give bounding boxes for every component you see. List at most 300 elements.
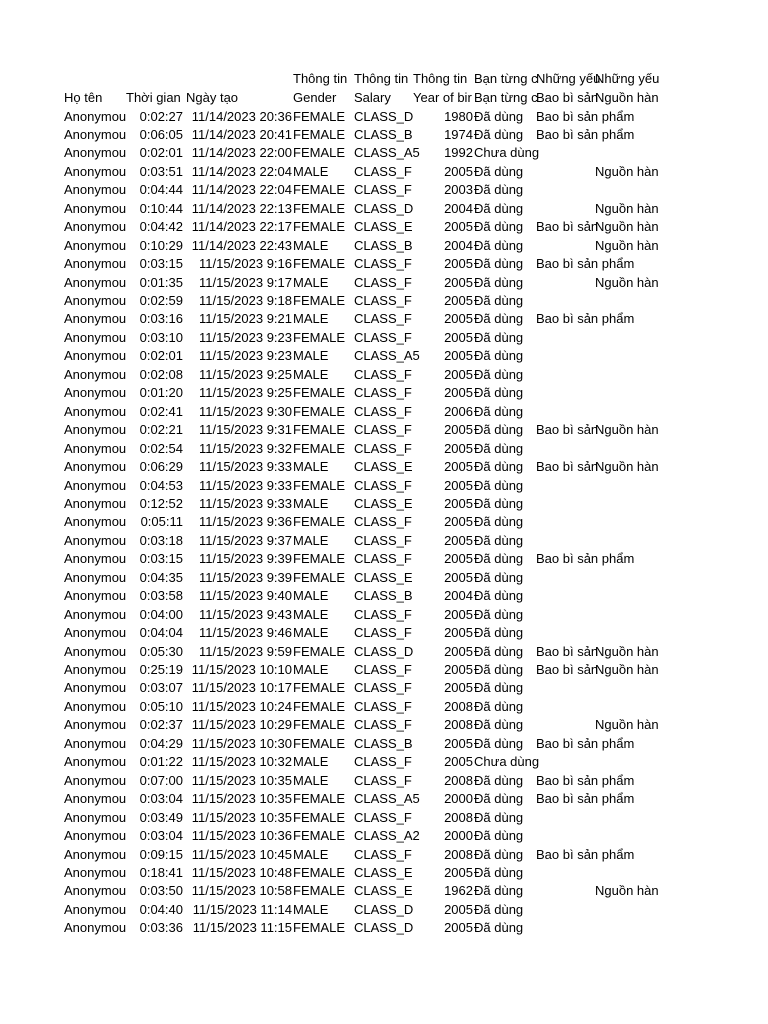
- cell-ngay-tao[interactable]: 11/15/2023 9:33: [198, 495, 292, 511]
- cell-thoi-gian[interactable]: 0:02:08: [139, 366, 183, 382]
- cell-year-of-birth[interactable]: 2005: [444, 514, 473, 530]
- cell-nguon-hang[interactable]: [595, 403, 657, 422]
- cell-nguon-hang[interactable]: Nguồn hàn: [595, 200, 659, 216]
- cell-salary[interactable]: CLASS_D: [354, 920, 414, 936]
- cell-nguon-hang[interactable]: Nguồn hàn: [595, 274, 659, 290]
- cell-ho-ten[interactable]: Anonymou: [64, 126, 127, 142]
- cell-year-of-birth[interactable]: 2005: [444, 219, 473, 235]
- cell-bao-bi[interactable]: Bao bì sản phẩm: [536, 256, 635, 272]
- cell-nguon-hang[interactable]: [595, 679, 657, 698]
- cell-ban-tung[interactable]: Đã dùng: [474, 459, 524, 475]
- cell-year-of-birth[interactable]: 2005: [444, 569, 473, 585]
- cell-thoi-gian[interactable]: 0:02:01: [139, 348, 183, 364]
- cell-ho-ten[interactable]: Anonymou: [64, 532, 127, 548]
- cell-bao-bi[interactable]: [536, 919, 595, 938]
- cell-thoi-gian[interactable]: 0:03:58: [139, 588, 183, 604]
- cell-ho-ten[interactable]: Anonymou: [64, 385, 127, 401]
- cell-thoi-gian[interactable]: 0:03:07: [139, 680, 183, 696]
- cell-nguon-hang[interactable]: Nguồn hàn: [595, 459, 659, 475]
- cell-ngay-tao[interactable]: 11/15/2023 10:58: [191, 883, 292, 899]
- cell-year-of-birth[interactable]: 2008: [444, 809, 473, 825]
- cell-year-of-birth[interactable]: 2005: [444, 735, 473, 751]
- cell-salary[interactable]: CLASS_B: [354, 588, 413, 604]
- cell-ho-ten[interactable]: Anonymou: [64, 163, 127, 179]
- cell-salary[interactable]: CLASS_A5: [354, 348, 420, 364]
- cell-ban-tung[interactable]: Đã dùng: [474, 163, 524, 179]
- cell-bao-bi[interactable]: Bao bì sản: [536, 459, 599, 475]
- header-top-cell[interactable]: [64, 70, 126, 89]
- cell-gender[interactable]: FEMALE: [293, 735, 346, 751]
- cell-bao-bi[interactable]: [536, 292, 595, 311]
- cell-gender[interactable]: FEMALE: [293, 108, 346, 124]
- cell-year-of-birth[interactable]: 2004: [444, 588, 473, 604]
- header-cell-thoi-gian[interactable]: Thời gian: [126, 90, 181, 105]
- cell-ban-tung[interactable]: Đã dùng: [474, 588, 524, 604]
- cell-thoi-gian[interactable]: 0:03:50: [139, 883, 183, 899]
- cell-thoi-gian[interactable]: 0:03:10: [139, 329, 183, 345]
- header-cell-nguon-hang[interactable]: Nguồn hàn: [595, 90, 659, 105]
- cell-salary[interactable]: CLASS_F: [354, 717, 412, 733]
- cell-nguon-hang[interactable]: [595, 550, 657, 569]
- cell-year-of-birth[interactable]: 2000: [444, 791, 473, 807]
- cell-gender[interactable]: FEMALE: [293, 569, 346, 585]
- cell-salary[interactable]: CLASS_D: [354, 108, 414, 124]
- cell-thoi-gian[interactable]: 0:03:51: [139, 163, 183, 179]
- cell-ban-tung[interactable]: Đã dùng: [474, 643, 524, 659]
- cell-ngay-tao[interactable]: 11/15/2023 10:17: [191, 680, 292, 696]
- cell-nguon-hang[interactable]: Nguồn hàn: [595, 163, 659, 179]
- cell-ban-tung[interactable]: Đã dùng: [474, 274, 524, 290]
- cell-salary[interactable]: CLASS_F: [354, 514, 412, 530]
- cell-thoi-gian[interactable]: 0:02:37: [139, 717, 183, 733]
- cell-year-of-birth[interactable]: 2005: [444, 256, 473, 272]
- cell-ngay-tao[interactable]: 11/15/2023 9:40: [198, 588, 292, 604]
- cell-ban-tung[interactable]: Đã dùng: [474, 717, 524, 733]
- cell-ngay-tao[interactable]: 11/15/2023 10:24: [191, 698, 292, 714]
- cell-ho-ten[interactable]: Anonymou: [64, 200, 127, 216]
- cell-bao-bi[interactable]: [536, 347, 595, 366]
- cell-ngay-tao[interactable]: 11/15/2023 9:59: [198, 643, 292, 659]
- cell-gender[interactable]: FEMALE: [293, 477, 346, 493]
- cell-ho-ten[interactable]: Anonymou: [64, 828, 127, 844]
- cell-ngay-tao[interactable]: 11/14/2023 22:13: [191, 200, 292, 216]
- cell-thoi-gian[interactable]: 0:04:42: [139, 219, 183, 235]
- cell-ho-ten[interactable]: Anonymou: [64, 754, 127, 770]
- cell-salary[interactable]: CLASS_E: [354, 495, 413, 511]
- cell-ho-ten[interactable]: Anonymou: [64, 108, 127, 124]
- cell-gender[interactable]: FEMALE: [293, 864, 346, 880]
- cell-ngay-tao[interactable]: 11/15/2023 9:46: [198, 625, 292, 641]
- cell-ban-tung[interactable]: Đã dùng: [474, 698, 524, 714]
- cell-gender[interactable]: FEMALE: [293, 385, 346, 401]
- cell-year-of-birth[interactable]: 2005: [444, 606, 473, 622]
- cell-gender[interactable]: FEMALE: [293, 182, 346, 198]
- header-cell-ho-ten[interactable]: Họ tên: [64, 90, 103, 105]
- cell-nguon-hang[interactable]: [595, 809, 657, 828]
- cell-thoi-gian[interactable]: 0:04:00: [139, 606, 183, 622]
- cell-gender[interactable]: MALE: [293, 754, 329, 770]
- cell-ngay-tao[interactable]: 11/15/2023 9:32: [198, 440, 292, 456]
- cell-ngay-tao[interactable]: 11/15/2023 9:17: [198, 274, 292, 290]
- cell-ngay-tao[interactable]: 11/14/2023 20:36: [191, 108, 292, 124]
- cell-salary[interactable]: CLASS_F: [354, 680, 412, 696]
- cell-ngay-tao[interactable]: 11/15/2023 10:36: [191, 828, 292, 844]
- cell-ngay-tao[interactable]: 11/15/2023 11:15: [192, 920, 292, 936]
- cell-year-of-birth[interactable]: 2005: [444, 163, 473, 179]
- cell-bao-bi[interactable]: Bao bì sản phẩm: [536, 126, 635, 142]
- cell-bao-bi[interactable]: [536, 882, 595, 901]
- cell-bao-bi[interactable]: Bao bì sản: [536, 219, 599, 235]
- cell-salary[interactable]: CLASS_E: [354, 219, 413, 235]
- cell-thoi-gian[interactable]: 0:06:29: [139, 459, 183, 475]
- header-top-cell[interactable]: Bạn từng c: [474, 71, 538, 86]
- cell-salary[interactable]: CLASS_F: [354, 403, 412, 419]
- cell-gender[interactable]: FEMALE: [293, 145, 346, 161]
- cell-nguon-hang[interactable]: [595, 698, 657, 717]
- cell-gender[interactable]: MALE: [293, 274, 329, 290]
- cell-gender[interactable]: FEMALE: [293, 126, 346, 142]
- cell-ban-tung[interactable]: Đã dùng: [474, 828, 524, 844]
- cell-ngay-tao[interactable]: 11/15/2023 9:31: [198, 422, 292, 438]
- cell-year-of-birth[interactable]: 2005: [444, 643, 473, 659]
- cell-salary[interactable]: CLASS_A5: [354, 145, 420, 161]
- cell-bao-bi[interactable]: Bao bì sản phẩm: [536, 735, 635, 751]
- cell-nguon-hang[interactable]: [595, 181, 657, 200]
- cell-nguon-hang[interactable]: Nguồn hàn: [595, 422, 659, 438]
- cell-nguon-hang[interactable]: Nguồn hàn: [595, 237, 659, 253]
- cell-salary[interactable]: CLASS_F: [354, 551, 412, 567]
- cell-bao-bi[interactable]: Bao bì sản: [536, 643, 599, 659]
- cell-ngay-tao[interactable]: 11/15/2023 10:35: [191, 809, 292, 825]
- cell-gender[interactable]: FEMALE: [293, 514, 346, 530]
- cell-ngay-tao[interactable]: 11/14/2023 22:43: [191, 237, 292, 253]
- cell-salary[interactable]: CLASS_A5: [354, 791, 420, 807]
- cell-thoi-gian[interactable]: 0:05:30: [139, 643, 183, 659]
- cell-year-of-birth[interactable]: 2008: [444, 717, 473, 733]
- cell-ngay-tao[interactable]: 11/14/2023 22:00: [191, 145, 292, 161]
- cell-ngay-tao[interactable]: 11/15/2023 10:32: [191, 754, 292, 770]
- cell-gender[interactable]: FEMALE: [293, 791, 346, 807]
- cell-ho-ten[interactable]: Anonymou: [64, 348, 127, 364]
- cell-bao-bi[interactable]: [536, 144, 595, 163]
- cell-gender[interactable]: MALE: [293, 311, 329, 327]
- cell-thoi-gian[interactable]: 0:07:00: [139, 772, 183, 788]
- cell-ho-ten[interactable]: Anonymou: [64, 274, 127, 290]
- cell-nguon-hang[interactable]: [595, 440, 657, 459]
- cell-salary[interactable]: CLASS_F: [354, 329, 412, 345]
- cell-ho-ten[interactable]: Anonymou: [64, 256, 127, 272]
- cell-nguon-hang[interactable]: [595, 255, 657, 274]
- cell-ban-tung[interactable]: Đã dùng: [474, 293, 524, 308]
- cell-nguon-hang[interactable]: [595, 827, 657, 846]
- cell-ban-tung[interactable]: Đã dùng: [474, 846, 524, 862]
- cell-nguon-hang[interactable]: [595, 569, 657, 588]
- header-top-cell[interactable]: Thông tin: [413, 71, 468, 86]
- cell-year-of-birth[interactable]: 2006: [444, 403, 473, 419]
- cell-ngay-tao[interactable]: 11/15/2023 9:30: [198, 403, 292, 419]
- cell-ngay-tao[interactable]: 11/15/2023 9:43: [198, 606, 292, 622]
- cell-ho-ten[interactable]: Anonymou: [64, 237, 127, 253]
- cell-year-of-birth[interactable]: 2004: [444, 200, 473, 216]
- cell-thoi-gian[interactable]: 0:06:05: [139, 126, 183, 142]
- header-top-cell[interactable]: [126, 70, 183, 89]
- cell-ban-tung[interactable]: Đã dùng: [474, 422, 524, 438]
- header-cell-year-of-birth[interactable]: Year of bir: [413, 90, 472, 105]
- cell-year-of-birth[interactable]: 2008: [444, 698, 473, 714]
- cell-bao-bi[interactable]: [536, 384, 595, 403]
- cell-bao-bi[interactable]: [536, 864, 595, 883]
- cell-bao-bi[interactable]: [536, 477, 595, 496]
- cell-ngay-tao[interactable]: 11/15/2023 10:29: [191, 717, 292, 733]
- cell-salary[interactable]: CLASS_F: [354, 440, 412, 456]
- cell-thoi-gian[interactable]: 0:03:16: [139, 311, 183, 327]
- cell-ho-ten[interactable]: Anonymou: [64, 606, 127, 622]
- cell-salary[interactable]: CLASS_F: [354, 625, 412, 641]
- header-top-cell[interactable]: Những yếu: [595, 71, 660, 86]
- cell-salary[interactable]: CLASS_F: [354, 182, 412, 198]
- cell-bao-bi[interactable]: [536, 679, 595, 698]
- cell-ban-tung[interactable]: Đã dùng: [474, 182, 524, 198]
- cell-nguon-hang[interactable]: [595, 310, 657, 329]
- cell-ban-tung[interactable]: Đã dùng: [474, 385, 524, 401]
- cell-ban-tung[interactable]: Đã dùng: [474, 311, 524, 327]
- cell-ngay-tao[interactable]: 11/14/2023 22:04: [191, 163, 292, 179]
- cell-bao-bi[interactable]: [536, 403, 595, 422]
- header-top-cell[interactable]: [186, 70, 292, 89]
- cell-salary[interactable]: CLASS_F: [354, 772, 412, 788]
- cell-salary[interactable]: CLASS_D: [354, 200, 414, 216]
- cell-thoi-gian[interactable]: 0:03:36: [139, 920, 183, 936]
- cell-ho-ten[interactable]: Anonymou: [64, 809, 127, 825]
- cell-ban-tung[interactable]: Đã dùng: [474, 901, 524, 917]
- cell-year-of-birth[interactable]: 2005: [444, 551, 473, 567]
- cell-thoi-gian[interactable]: 0:04:04: [139, 625, 183, 641]
- cell-bao-bi[interactable]: [536, 440, 595, 459]
- cell-bao-bi[interactable]: [536, 716, 595, 735]
- cell-ban-tung[interactable]: Đã dùng: [474, 329, 524, 345]
- cell-year-of-birth[interactable]: 2005: [444, 625, 473, 641]
- cell-nguon-hang[interactable]: [595, 495, 657, 514]
- cell-gender[interactable]: MALE: [293, 606, 329, 622]
- cell-thoi-gian[interactable]: 0:02:27: [139, 108, 183, 124]
- cell-ho-ten[interactable]: Anonymou: [64, 625, 127, 641]
- cell-thoi-gian[interactable]: 0:04:35: [139, 569, 183, 585]
- cell-ho-ten[interactable]: Anonymou: [64, 569, 127, 585]
- cell-salary[interactable]: CLASS_A2: [354, 828, 420, 844]
- cell-ban-tung[interactable]: Đã dùng: [474, 680, 524, 696]
- cell-gender[interactable]: MALE: [293, 532, 329, 548]
- cell-gender[interactable]: FEMALE: [293, 809, 346, 825]
- cell-salary[interactable]: CLASS_F: [354, 274, 412, 290]
- cell-year-of-birth[interactable]: 2005: [444, 920, 473, 936]
- cell-nguon-hang[interactable]: [595, 606, 657, 625]
- cell-year-of-birth[interactable]: 2005: [444, 422, 473, 438]
- cell-gender[interactable]: FEMALE: [293, 256, 346, 272]
- cell-salary[interactable]: CLASS_F: [354, 256, 412, 272]
- cell-year-of-birth[interactable]: 2005: [444, 385, 473, 401]
- cell-year-of-birth[interactable]: 2005: [444, 329, 473, 345]
- cell-ngay-tao[interactable]: 11/15/2023 10:30: [191, 735, 292, 751]
- cell-thoi-gian[interactable]: 0:03:18: [139, 532, 183, 548]
- cell-thoi-gian[interactable]: 0:03:04: [139, 791, 183, 807]
- cell-ngay-tao[interactable]: 11/15/2023 9:23: [198, 329, 292, 345]
- cell-year-of-birth[interactable]: 2005: [444, 293, 473, 308]
- cell-salary[interactable]: CLASS_B: [354, 735, 413, 751]
- cell-gender[interactable]: MALE: [293, 588, 329, 604]
- cell-gender[interactable]: FEMALE: [293, 828, 346, 844]
- cell-year-of-birth[interactable]: 2005: [444, 532, 473, 548]
- cell-ban-tung[interactable]: Đã dùng: [474, 200, 524, 216]
- cell-bao-bi[interactable]: Bao bì sản phẩm: [536, 772, 635, 788]
- cell-gender[interactable]: FEMALE: [293, 293, 346, 308]
- cell-ban-tung[interactable]: Đã dùng: [474, 569, 524, 585]
- cell-thoi-gian[interactable]: 0:09:15: [139, 846, 183, 862]
- cell-ho-ten[interactable]: Anonymou: [64, 514, 127, 530]
- cell-gender[interactable]: FEMALE: [293, 643, 346, 659]
- cell-nguon-hang[interactable]: [595, 329, 657, 348]
- cell-ngay-tao[interactable]: 11/15/2023 9:25: [198, 366, 292, 382]
- cell-year-of-birth[interactable]: 2005: [444, 680, 473, 696]
- cell-year-of-birth[interactable]: 1974: [444, 126, 473, 142]
- cell-salary[interactable]: CLASS_F: [354, 422, 412, 438]
- cell-ho-ten[interactable]: Anonymou: [64, 145, 127, 161]
- cell-thoi-gian[interactable]: 0:10:44: [139, 200, 183, 216]
- cell-ban-tung[interactable]: Đã dùng: [474, 126, 524, 142]
- cell-ngay-tao[interactable]: 11/15/2023 9:37: [198, 532, 292, 548]
- cell-ho-ten[interactable]: Anonymou: [64, 422, 127, 438]
- cell-ngay-tao[interactable]: 11/14/2023 20:41: [191, 126, 292, 142]
- cell-gender[interactable]: MALE: [293, 901, 329, 917]
- cell-bao-bi[interactable]: [536, 513, 595, 532]
- cell-thoi-gian[interactable]: 0:01:22: [139, 754, 183, 770]
- cell-thoi-gian[interactable]: 0:03:15: [139, 256, 183, 272]
- cell-thoi-gian[interactable]: 0:03:04: [139, 828, 183, 844]
- cell-bao-bi[interactable]: [536, 753, 595, 772]
- cell-bao-bi[interactable]: [536, 624, 595, 643]
- cell-bao-bi[interactable]: Bao bì sản phẩm: [536, 551, 635, 567]
- cell-ngay-tao[interactable]: 11/15/2023 10:35: [191, 772, 292, 788]
- cell-ban-tung[interactable]: Đã dùng: [474, 662, 524, 677]
- cell-nguon-hang[interactable]: [595, 292, 657, 311]
- cell-year-of-birth[interactable]: 2005: [444, 754, 473, 770]
- cell-ban-tung[interactable]: Đã dùng: [474, 440, 524, 456]
- cell-nguon-hang[interactable]: [595, 587, 657, 606]
- cell-bao-bi[interactable]: [536, 366, 595, 385]
- cell-salary[interactable]: CLASS_F: [354, 662, 412, 677]
- cell-thoi-gian[interactable]: 0:25:19: [139, 662, 183, 677]
- cell-ban-tung[interactable]: Chưa dùng: [474, 145, 540, 161]
- cell-gender[interactable]: FEMALE: [293, 403, 346, 419]
- cell-ban-tung[interactable]: Đã dùng: [474, 883, 524, 899]
- cell-thoi-gian[interactable]: 0:01:35: [139, 274, 183, 290]
- cell-ho-ten[interactable]: Anonymou: [64, 901, 127, 917]
- cell-bao-bi[interactable]: [536, 181, 595, 200]
- cell-ho-ten[interactable]: Anonymou: [64, 662, 127, 677]
- cell-thoi-gian[interactable]: 0:02:21: [139, 422, 183, 438]
- cell-bao-bi[interactable]: [536, 274, 595, 293]
- cell-nguon-hang[interactable]: [595, 144, 657, 163]
- cell-thoi-gian[interactable]: 0:02:54: [139, 440, 183, 456]
- header-cell-bao-bi[interactable]: Bao bì sản: [536, 90, 599, 105]
- cell-gender[interactable]: FEMALE: [293, 698, 346, 714]
- cell-bao-bi[interactable]: [536, 569, 595, 588]
- cell-year-of-birth[interactable]: 2005: [444, 274, 473, 290]
- cell-salary[interactable]: CLASS_F: [354, 163, 412, 179]
- cell-salary[interactable]: CLASS_F: [354, 698, 412, 714]
- cell-ban-tung[interactable]: Đã dùng: [474, 625, 524, 641]
- cell-salary[interactable]: CLASS_F: [354, 606, 412, 622]
- cell-ban-tung[interactable]: Đã dùng: [474, 108, 524, 124]
- cell-bao-bi[interactable]: [536, 901, 595, 920]
- cell-thoi-gian[interactable]: 0:03:49: [139, 809, 183, 825]
- cell-nguon-hang[interactable]: Nguồn hàn: [595, 662, 659, 677]
- cell-year-of-birth[interactable]: 2005: [444, 440, 473, 456]
- cell-bao-bi[interactable]: [536, 809, 595, 828]
- header-cell-gender[interactable]: Gender: [293, 90, 337, 105]
- cell-ban-tung[interactable]: Đã dùng: [474, 606, 524, 622]
- cell-gender[interactable]: MALE: [293, 237, 329, 253]
- cell-salary[interactable]: CLASS_D: [354, 901, 414, 917]
- cell-ho-ten[interactable]: Anonymou: [64, 311, 127, 327]
- cell-ho-ten[interactable]: Anonymou: [64, 293, 127, 308]
- cell-ban-tung[interactable]: Đã dùng: [474, 864, 524, 880]
- cell-salary[interactable]: CLASS_F: [354, 809, 412, 825]
- cell-salary[interactable]: CLASS_F: [354, 311, 412, 327]
- cell-ho-ten[interactable]: Anonymou: [64, 680, 127, 696]
- cell-nguon-hang[interactable]: [595, 532, 657, 551]
- cell-salary[interactable]: CLASS_E: [354, 569, 413, 585]
- cell-thoi-gian[interactable]: 0:02:41: [139, 403, 183, 419]
- cell-year-of-birth[interactable]: 2005: [444, 348, 473, 364]
- cell-salary[interactable]: CLASS_F: [354, 754, 412, 770]
- cell-salary[interactable]: CLASS_F: [354, 366, 412, 382]
- cell-thoi-gian[interactable]: 0:12:52: [139, 495, 183, 511]
- header-cell-salary[interactable]: Salary: [354, 90, 391, 105]
- cell-bao-bi[interactable]: [536, 532, 595, 551]
- cell-gender[interactable]: MALE: [293, 662, 329, 677]
- cell-thoi-gian[interactable]: 0:10:29: [139, 237, 183, 253]
- cell-year-of-birth[interactable]: 1980: [444, 108, 473, 124]
- cell-thoi-gian[interactable]: 0:18:41: [139, 864, 183, 880]
- cell-gender[interactable]: MALE: [293, 772, 329, 788]
- cell-ngay-tao[interactable]: 11/15/2023 9:33: [198, 477, 292, 493]
- cell-ho-ten[interactable]: Anonymou: [64, 643, 127, 659]
- cell-nguon-hang[interactable]: [595, 901, 657, 920]
- cell-bao-bi[interactable]: [536, 495, 595, 514]
- cell-salary[interactable]: CLASS_B: [354, 126, 413, 142]
- cell-year-of-birth[interactable]: 2005: [444, 311, 473, 327]
- cell-ngay-tao[interactable]: 11/15/2023 9:21: [198, 311, 292, 327]
- cell-bao-bi[interactable]: [536, 698, 595, 717]
- cell-year-of-birth[interactable]: 2008: [444, 846, 473, 862]
- cell-ngay-tao[interactable]: 11/15/2023 11:14: [192, 901, 292, 917]
- cell-ban-tung[interactable]: Đã dùng: [474, 219, 524, 235]
- cell-salary[interactable]: CLASS_B: [354, 237, 413, 253]
- cell-gender[interactable]: MALE: [293, 495, 329, 511]
- cell-ngay-tao[interactable]: 11/14/2023 22:04: [191, 182, 292, 198]
- cell-ho-ten[interactable]: Anonymou: [64, 219, 127, 235]
- cell-bao-bi[interactable]: [536, 329, 595, 348]
- cell-nguon-hang[interactable]: Nguồn hàn: [595, 219, 659, 235]
- cell-ban-tung[interactable]: Đã dùng: [474, 735, 524, 751]
- cell-nguon-hang[interactable]: [595, 919, 657, 938]
- cell-thoi-gian[interactable]: 0:04:29: [139, 735, 183, 751]
- cell-ban-tung[interactable]: Chưa dùng: [474, 754, 540, 770]
- cell-nguon-hang[interactable]: [595, 864, 657, 883]
- cell-ban-tung[interactable]: Đã dùng: [474, 532, 524, 548]
- cell-gender[interactable]: FEMALE: [293, 551, 346, 567]
- cell-bao-bi[interactable]: [536, 587, 595, 606]
